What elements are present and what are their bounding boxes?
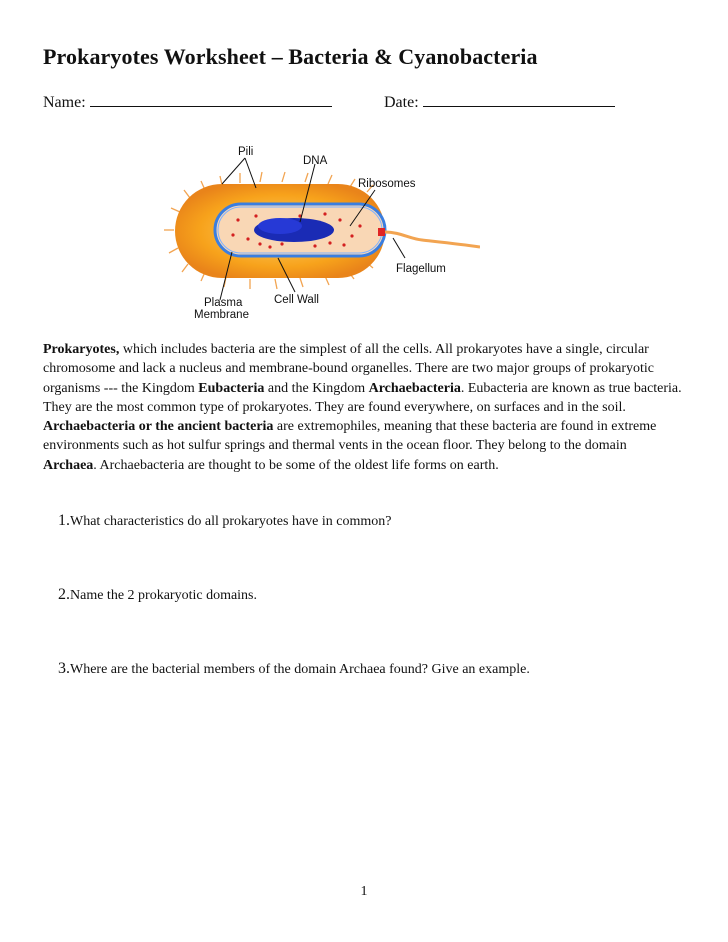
label-cell-wall: Cell Wall	[274, 294, 319, 306]
date-label: Date:	[384, 94, 419, 111]
question-3	[58, 660, 530, 678]
term-eubacteria: Eubacteria	[198, 380, 265, 396]
term-prokaryotes: Prokaryotes,	[43, 342, 120, 357]
question-text: What characteristics do all prokaryotes have in common?	[70, 514, 392, 529]
term-ancient-bacteria: Archaebacteria or the ancient bacteria	[43, 419, 274, 435]
name-blank[interactable]	[90, 92, 332, 107]
name-label: Name:	[43, 94, 86, 111]
question-text: Where are the bacterial members of the domain Archaea found? Give an example.	[70, 662, 530, 677]
flagellum	[385, 232, 480, 247]
label-plasma: Plasma	[204, 297, 243, 309]
question-number: 3.	[58, 660, 70, 677]
question-2	[58, 586, 257, 604]
intro-paragraph: Prokaryotes, which includes bacteria are the simplest of all the cells. All prokaryotes have a single, circular chromosome and lack a nucleus and membrane-bound organelles. There are two major groups of prokaryotic organisms --- the Kingdom Eubacteria and the Kingdom Archaebacteria. Eubacteria are known as true bacteria. They are the most common type of prokaryotes. They are found everywhere, on surfaces and in the soil. Archaebacteria or the ancient bacteria are extremophiles, meaning that these bacteria are found in extreme environments such as hot sulfur springs and thermal vents in the ocean floor. They belong to the domain Archaea. Archaebacteria are thought to be some of the oldest life forms on earth.	[43, 342, 682, 473]
label-flagellum: Flagellum	[396, 263, 446, 275]
date-field[interactable]	[384, 92, 615, 112]
question-number: 1.	[58, 512, 70, 529]
term-archaebacteria: Archaebacteria	[368, 380, 461, 396]
name-field[interactable]	[43, 92, 332, 112]
question-1	[58, 512, 392, 530]
date-blank[interactable]	[423, 92, 615, 107]
label-ribosomes: Ribosomes	[358, 178, 416, 190]
label-membrane: Membrane	[194, 309, 249, 321]
page-number: 1	[360, 884, 368, 899]
term-archaea: Archaea	[43, 457, 94, 473]
label-dna: DNA	[303, 155, 328, 167]
worksheet-title: Prokaryotes Worksheet – Bacteria & Cyanobacteria	[43, 44, 538, 69]
label-pili: Pili	[238, 146, 254, 158]
bacterium-diagram	[160, 140, 480, 330]
question-text: Name the 2 prokaryotic domains.	[70, 588, 258, 603]
question-number: 2.	[58, 586, 70, 603]
